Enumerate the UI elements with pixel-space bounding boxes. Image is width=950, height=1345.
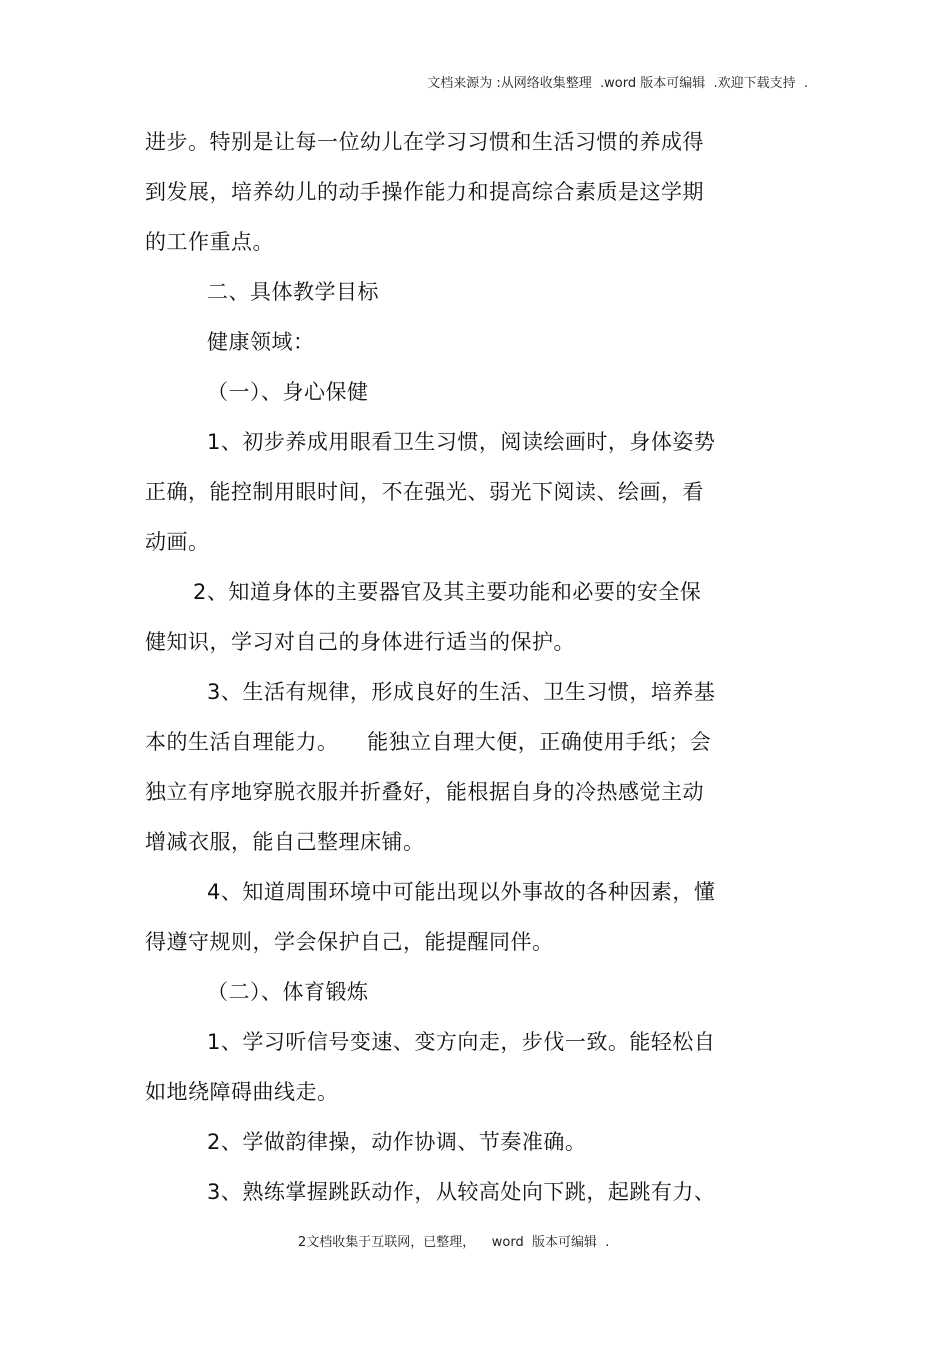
text-line: 4、知道周围环境中可能出现以外事故的各种因素，懂: [207, 880, 716, 904]
text-line: 如地绕障碍曲线走。: [145, 1080, 339, 1104]
text-line: 健知识，学习对自己的身体进行适当的保护。: [145, 630, 575, 654]
page-footer: 2文档收集于互联网，已整理， word 版本可编辑 .: [298, 1235, 610, 1250]
text-line: 到发展，培养幼儿的动手操作能力和提高综合素质是这学期: [145, 180, 704, 204]
section-heading: 二、具体教学目标: [207, 280, 379, 304]
text-line: 正确，能控制用眼时间，不在强光、弱光下阅读、绘画，看: [145, 480, 704, 504]
text-line: 1、初步养成用眼看卫生习惯，阅读绘画时，身体姿势: [207, 430, 716, 454]
text-line: 独立有序地穿脱衣服并折叠好，能根据自身的冷热感觉主动: [145, 780, 704, 804]
text-line: 3、熟练掌握跳跃动作，从较高处向下跳，起跳有力、: [207, 1180, 716, 1204]
text-line: 2、学做韵律操，动作协调、节奏准确。: [207, 1130, 587, 1154]
text-line: 得遵守规则，学会保护自己，能提醒同伴。: [145, 930, 554, 954]
text-line: 2、知道身体的主要器官及其主要功能和必要的安全保: [193, 580, 702, 604]
domain-heading: 健康领域：: [207, 330, 315, 354]
text-line: 的工作重点。: [145, 230, 274, 254]
text-line: 本的生活自理能力。 能独立自理大便，正确使用手纸；会: [145, 730, 712, 754]
text-line: 进步。特别是让每一位幼儿在学习习惯和生活习惯的养成得: [145, 130, 704, 154]
subsection-heading: （二）、体育锻炼: [207, 980, 369, 1004]
subsection-heading: （一）、身心保健: [207, 380, 369, 404]
text-line: 动画。: [145, 530, 210, 554]
text-line: 3、生活有规律，形成良好的生活、卫生习惯，培养基: [207, 680, 716, 704]
page-header: 文档来源为 :从网络收集整理 .word 版本可编辑 .欢迎下载支持 .: [427, 76, 808, 91]
text-line: 1、学习听信号变速、变方向走，步伐一致。能轻松自: [207, 1030, 716, 1054]
text-line: 增减衣服，能自己整理床铺。: [145, 830, 425, 854]
